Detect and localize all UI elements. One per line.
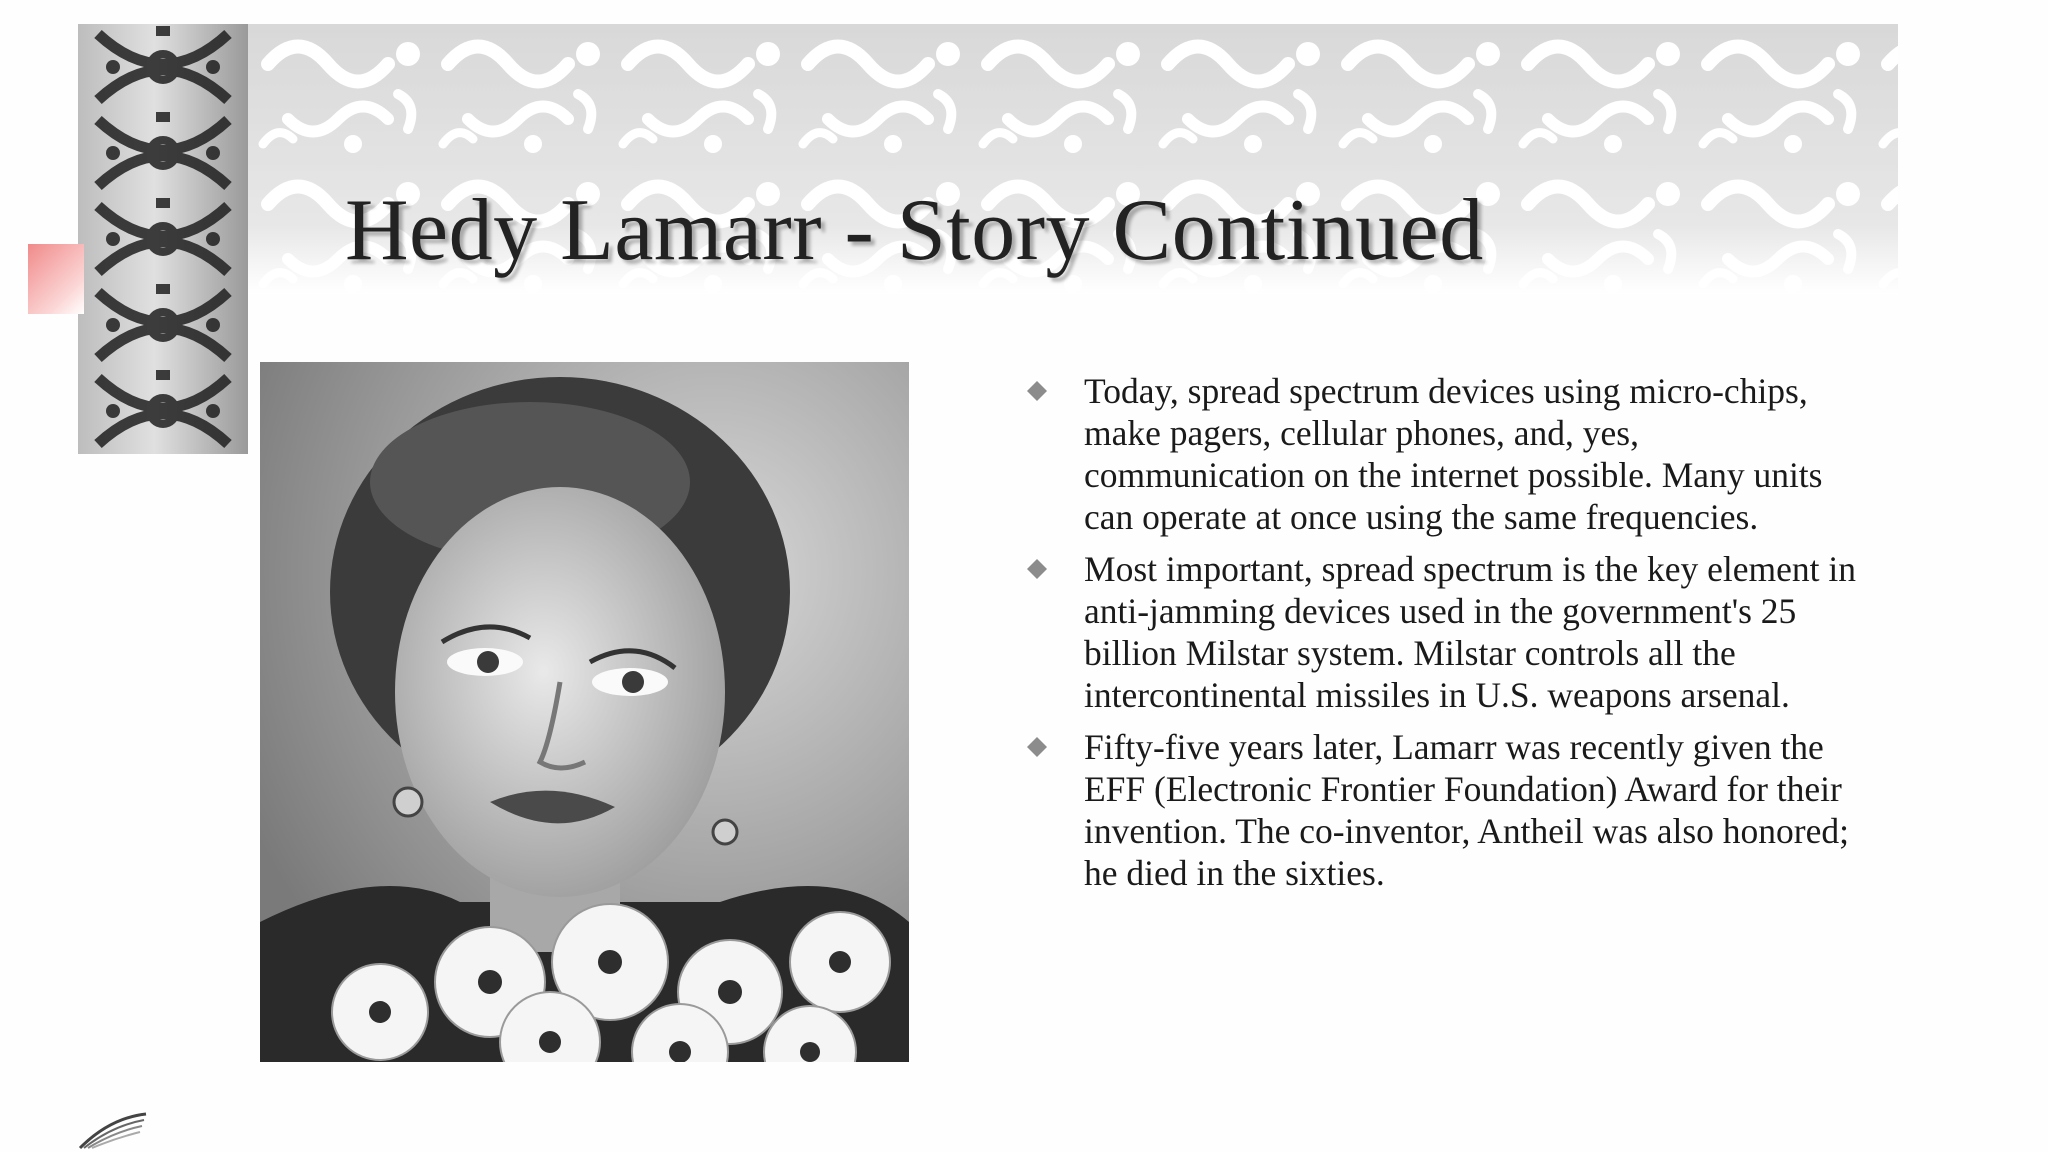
ornament-pattern (78, 24, 248, 454)
accent-tab (28, 244, 84, 314)
diamond-bullet-icon (1024, 556, 1050, 582)
bullet-item (1020, 548, 1860, 716)
left-ornament-column (78, 24, 248, 454)
diamond-bullet-icon (1024, 378, 1050, 404)
diamond-bullet-icon (1024, 734, 1050, 760)
portrait-photo (260, 362, 909, 1062)
bullet-text: Today, spread spectrum devices using micro-chips, make pagers, cellular phones, and, yes, communication on the internet possible. Many units can operate at once using the same frequencies. (1084, 371, 1823, 537)
slide-title: Hedy Lamarr - Story Continued (345, 182, 1484, 279)
swoosh-logo-icon (78, 1110, 148, 1150)
bullet-text: Fifty-five years later, Lamarr was recently given the EFF (Electronic Frontier Foundation) Award for their invention. The co-inventor, Antheil was also honored; he died in the sixties. (1084, 727, 1849, 893)
bullet-text: Most important, spread spectrum is the key element in anti-jamming devices used in the government's 25 billion Milstar system. Milstar controls all the intercontinental missiles in U.S. weapons arsenal. (1084, 549, 1856, 715)
bullet-item (1020, 726, 1860, 894)
portrait-illustration (260, 362, 909, 1062)
bullet-list (1020, 370, 1860, 904)
bullet-item (1020, 370, 1860, 538)
